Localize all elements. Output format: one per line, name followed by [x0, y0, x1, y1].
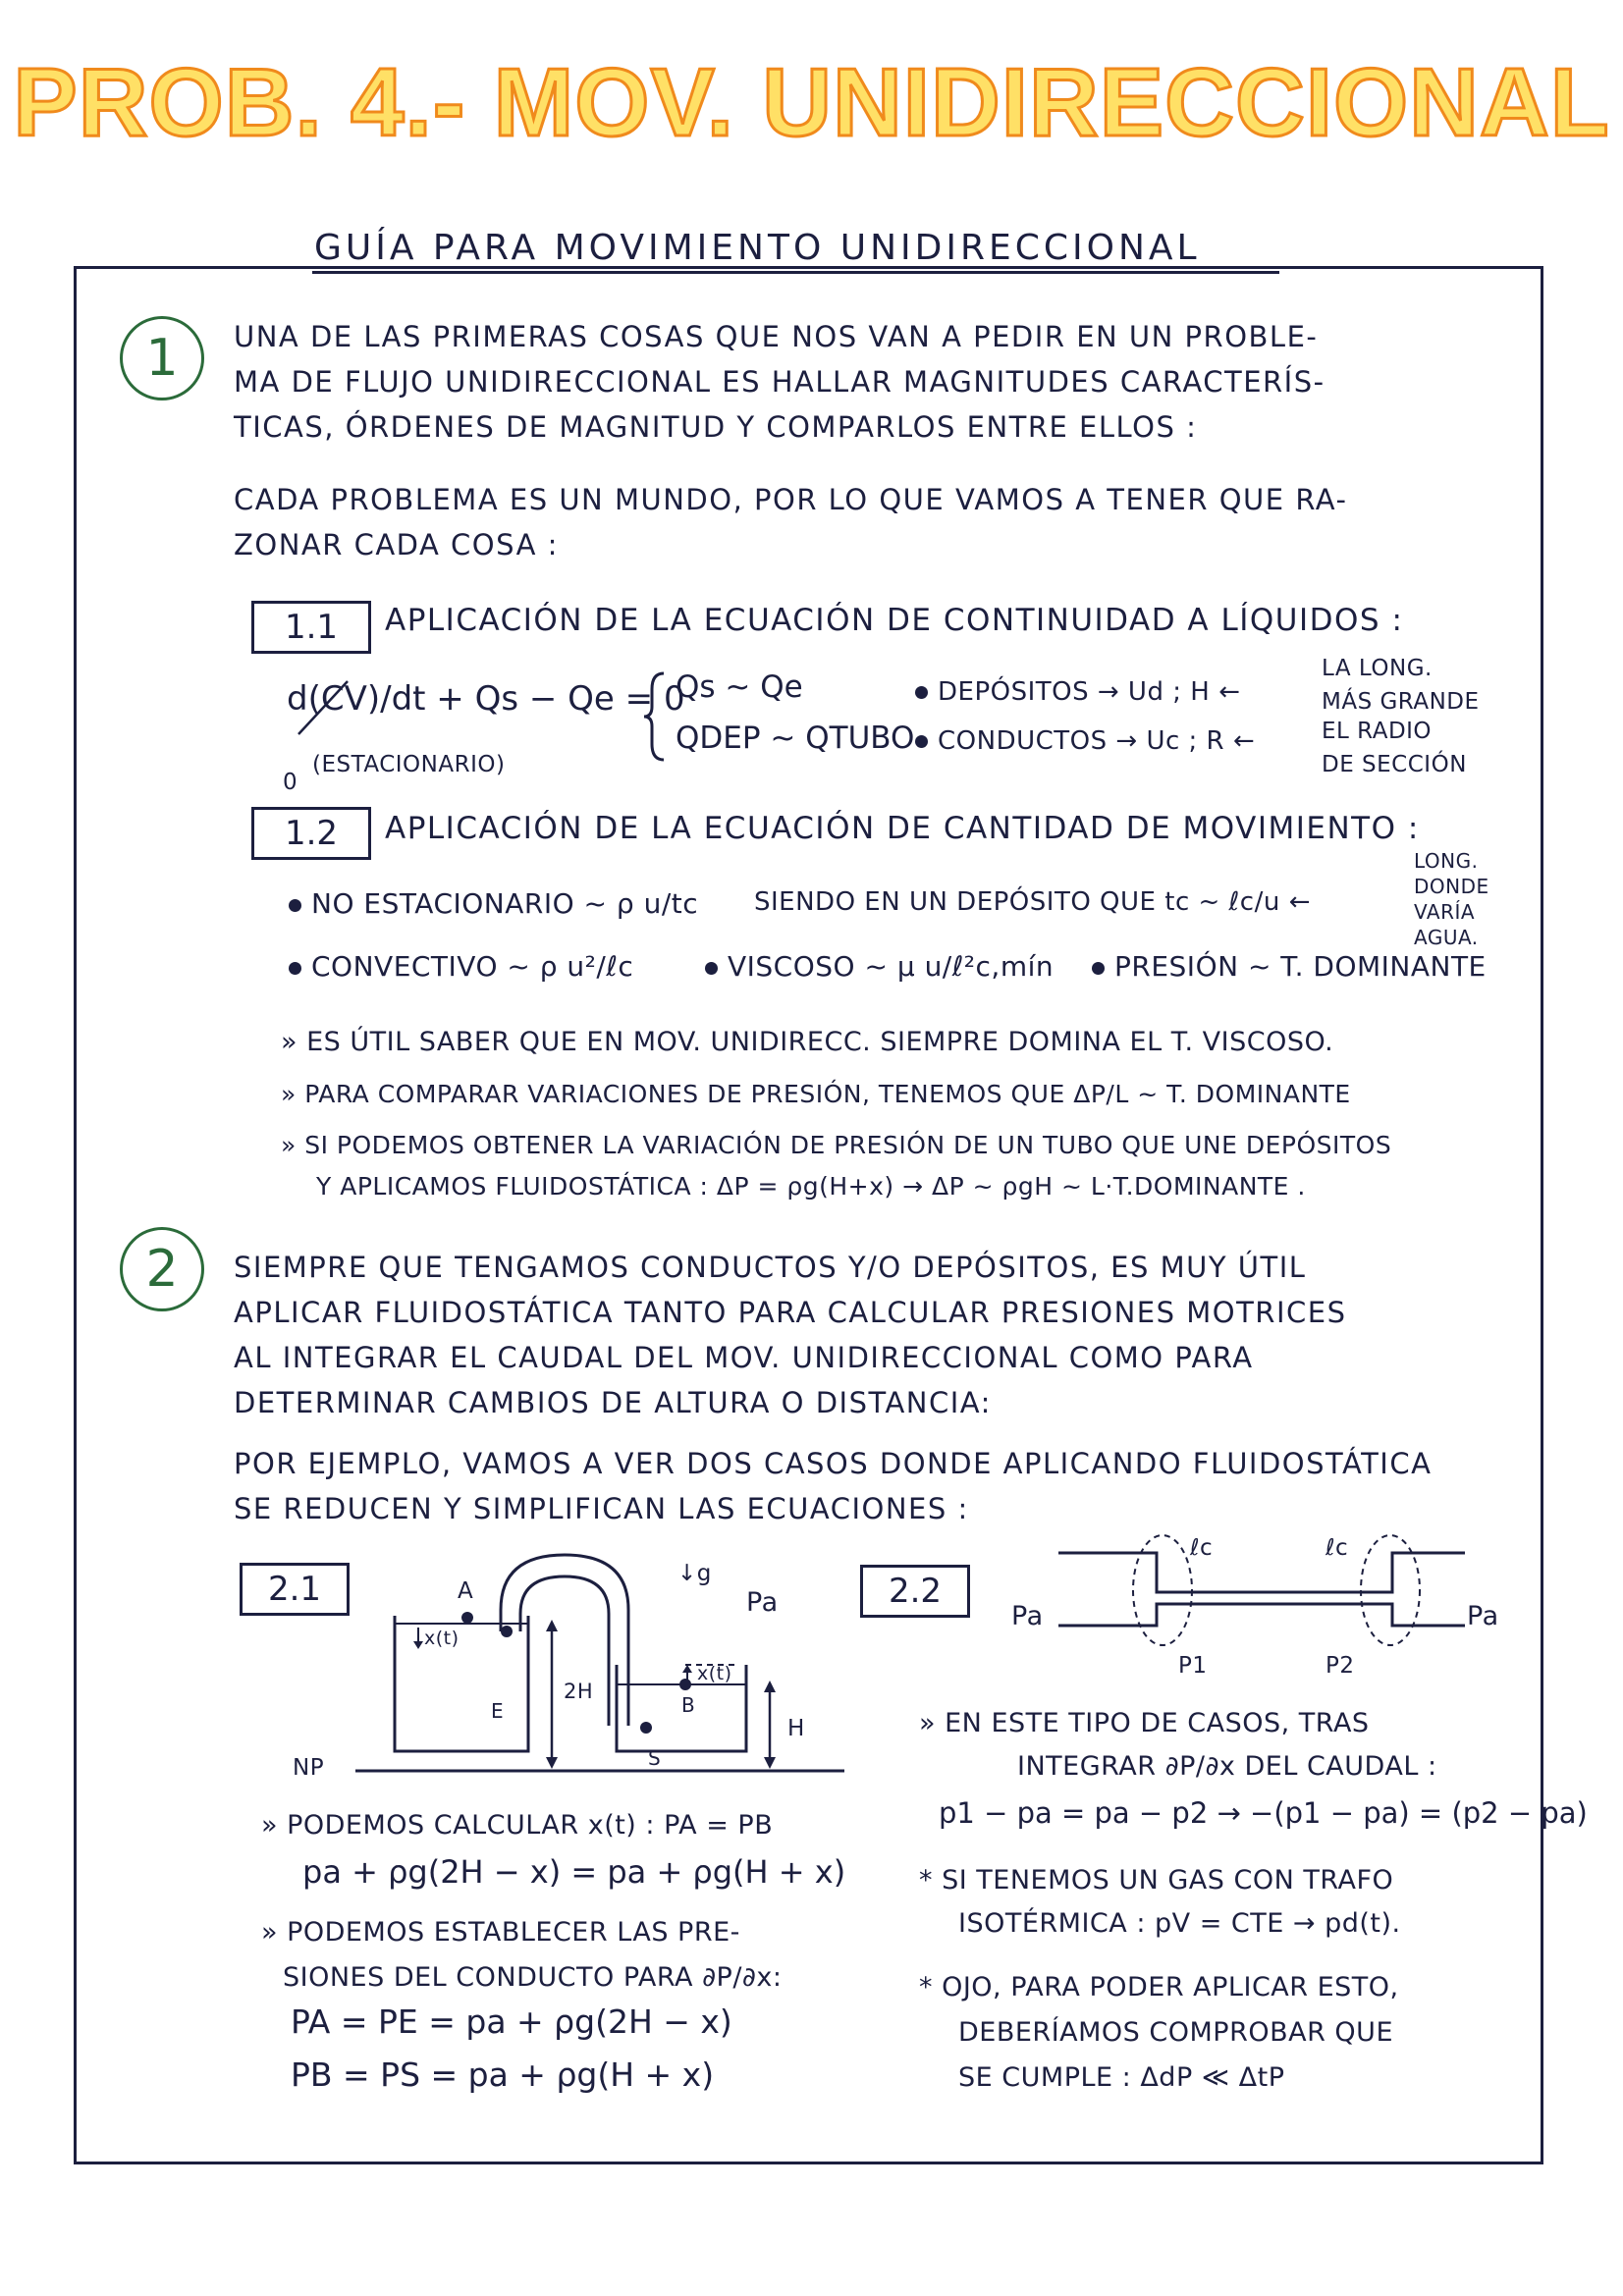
- text-line: TICAS, ÓRDENES DE MAGNITUD Y COMPARLOS ENTRE ELLOS :: [234, 410, 1198, 444]
- note-line: DE SECCIÓN: [1322, 752, 1467, 777]
- pa-right-label: Pa: [1467, 1601, 1499, 1631]
- presion-text: PRESIÓN ~ T. DOMINANTE: [1114, 950, 1487, 983]
- section2-intro: [234, 1245, 1530, 1425]
- note-line: * SI TENEMOS UN GAS CON TRAFO: [919, 1865, 1394, 1896]
- subsection-heading-1-1: APLICACIÓN DE LA ECUACIÓN DE CONTINUIDAD A LÍQUIDOS :: [385, 603, 1404, 638]
- note-line: EL RADIO: [1322, 719, 1433, 744]
- bullet-icon: [915, 686, 928, 699]
- brace-line-1: Qs ~ Qe: [676, 669, 803, 705]
- stationary-note: (ESTACIONARIO): [312, 752, 506, 777]
- lc-label-1: ℓc: [1190, 1535, 1214, 1561]
- brace-line-2: QDEP ~ QTUBO: [676, 721, 915, 756]
- subtitle: GUÍA PARA MOVIMIENTO UNIDIRECCIONAL: [314, 228, 1201, 268]
- h-label: H: [787, 1716, 805, 1741]
- note-line: » PODEMOS ESTABLECER LAS PRE-: [261, 1917, 740, 1948]
- pipe-diagram: [1041, 1531, 1492, 1708]
- note-line: SE CUMPLE : ΔdP ≪ ΔtP: [958, 2062, 1285, 2093]
- p1-label: P1: [1178, 1653, 1208, 1679]
- subsection-label-1-1: 1.1: [251, 601, 371, 654]
- note-variacion: » SI PODEMOS OBTENER LA VARIACIÓN DE PRESIÓN DE UN TUBO QUE UNE DEPÓSITOS: [281, 1131, 1392, 1159]
- convectivo-text: CONVECTIVO ~ ρ u²/ℓc: [311, 950, 634, 983]
- note-line: INTEGRAR ∂P/∂x DEL CAUDAL :: [1017, 1751, 1437, 1782]
- note-line: LA LONG.: [1322, 656, 1433, 681]
- section-number-2: 2: [120, 1227, 204, 1311]
- ambient-pressure-label: Pa: [746, 1587, 779, 1618]
- depositos-text: DEPÓSITOS → Ud ; H ←: [938, 677, 1241, 707]
- depositos-item: [915, 677, 1240, 707]
- subsection-heading-1-2: APLICACIÓN DE LA ECUACIÓN DE CANTIDAD DE MOVIMIENTO :: [385, 811, 1420, 846]
- case21-note2: [261, 1910, 782, 2001]
- case22-note3: [919, 1965, 1399, 2101]
- note-line: SIONES DEL CONDUCTO PARA ∂P/∂x:: [283, 1962, 783, 1993]
- lc-label-2: ℓc: [1325, 1535, 1349, 1561]
- note-line: VARÍA: [1414, 900, 1476, 924]
- text-line: SE REDUCEN Y SIMPLIFICAN LAS ECUACIONES :: [234, 1492, 969, 1525]
- subsection-label-1-2: 1.2: [251, 807, 371, 860]
- note-line: MÁS GRANDE: [1322, 689, 1480, 715]
- section-number-1: 1: [120, 316, 204, 400]
- note-comparar: » PARA COMPARAR VARIACIONES DE PRESIÓN, TENEMOS QUE ΔP/L ~ T. DOMINANTE: [281, 1080, 1351, 1108]
- two-h-label: 2H: [564, 1680, 594, 1703]
- term-no-estacionario: [289, 887, 698, 920]
- tc-note: SIENDO EN UN DEPÓSITO QUE tc ~ ℓc/u ←: [754, 887, 1311, 917]
- text-line: AL INTEGRAR EL CAUDAL DEL MOV. UNIDIRECCIONAL COMO PARA: [234, 1341, 1254, 1374]
- section1-intro: [234, 314, 1530, 450]
- point-label-b: B: [681, 1693, 696, 1717]
- note-line: AGUA.: [1414, 926, 1479, 949]
- case-label-2-1: 2.1: [240, 1563, 350, 1616]
- term-viscoso: [705, 950, 1054, 983]
- siphon-diagram: [295, 1571, 903, 1796]
- note-viscoso: » ES ÚTIL SABER QUE EN MOV. UNIDIRECC. SIEMPRE DOMINA EL T. VISCOSO.: [281, 1027, 1334, 1057]
- text-line: UNA DE LAS PRIMERAS COSAS QUE NOS VAN A PEDIR EN UN PROBLE-: [234, 320, 1319, 353]
- note-fluidostatica: Y APLICAMOS FLUIDOSTÁTICA : ΔP = ρg(H+x) → ΔP ~ ρgH ~ L·T.DOMINANTE .: [316, 1172, 1306, 1201]
- note-line: LONG.: [1414, 849, 1479, 873]
- note-line: DEBERÍAMOS COMPROBAR QUE: [958, 2017, 1393, 2048]
- gravity-label: ↓g: [677, 1561, 712, 1586]
- continuity-equation: d(CV)/dt + Qs − Qe = 0: [287, 679, 685, 719]
- conductos-note: [1322, 715, 1467, 781]
- case21-eq3: PB = PS = pa + ρg(H + x): [291, 2056, 715, 2094]
- case21-note1: » PODEMOS CALCULAR x(t) : PA = PB: [261, 1810, 774, 1841]
- x-right-label: x(t): [697, 1663, 732, 1684]
- x-left-label: x(t): [424, 1628, 460, 1649]
- bullet-icon: [289, 899, 301, 912]
- point-label-e: E: [491, 1699, 505, 1723]
- section2-example: [234, 1441, 1549, 1531]
- case22-note1: [919, 1702, 1437, 1789]
- note-line: * OJO, PARA PODER APLICAR ESTO,: [919, 1972, 1399, 2002]
- case21-eq2: PA = PE = pa + ρg(2H − x): [291, 2002, 732, 2041]
- no-estacionario-text: NO ESTACIONARIO ~ ρ u/tc: [311, 887, 699, 920]
- section1-note: [234, 477, 1530, 567]
- text-line: DETERMINAR CAMBIOS DE ALTURA O DISTANCIA:: [234, 1386, 992, 1419]
- text-line: MA DE FLUJO UNIDIRECCIONAL ES HALLAR MAGNITUDES CARACTERÍS-: [234, 365, 1325, 399]
- note-line: ISOTÉRMICA : pV = CTE → pd(t).: [958, 1908, 1401, 1939]
- term-presion: [1092, 950, 1487, 983]
- viscoso-text: VISCOSO ~ μ u/ℓ²c,mín: [728, 950, 1055, 983]
- p2-label: P2: [1325, 1653, 1355, 1679]
- depositos-note: [1322, 652, 1480, 719]
- conductos-text: CONDUCTOS → Uc ; R ←: [938, 726, 1256, 756]
- note-line: DONDE: [1414, 875, 1489, 898]
- page-title: PROB. 4.- MOV. UNIDIRECCIONAL: [13, 48, 1610, 156]
- text-line: POR EJEMPLO, VAMOS A VER DOS CASOS DONDE APLICANDO FLUIDOSTÁTICA: [234, 1447, 1433, 1480]
- strike-through-icon: [285, 673, 363, 752]
- text-line: ZONAR CADA COSA :: [234, 528, 559, 561]
- pa-left-label: Pa: [1011, 1601, 1044, 1631]
- note-line: » EN ESTE TIPO DE CASOS, TRAS: [919, 1708, 1370, 1738]
- np-label: NP: [293, 1755, 325, 1781]
- curly-brace-icon: [640, 669, 670, 764]
- point-label-a: A: [458, 1578, 474, 1604]
- point-label-s: S: [648, 1746, 662, 1770]
- tc-side-note: [1414, 848, 1489, 950]
- case22-note2: [919, 1859, 1401, 1946]
- term-convectivo: [289, 950, 633, 983]
- bullet-icon: [289, 962, 301, 975]
- text-line: APLICAR FLUIDOSTÁTICA TANTO PARA CALCULAR PRESIONES MOTRICES: [234, 1296, 1347, 1329]
- conductos-item: [915, 726, 1255, 756]
- text-line: CADA PROBLEMA ES UN MUNDO, POR LO QUE VAMOS A TENER QUE RA-: [234, 483, 1348, 516]
- bullet-icon: [705, 962, 718, 975]
- bullet-icon: [915, 735, 928, 748]
- text-line: SIEMPRE QUE TENGAMOS CONDUCTOS Y/O DEPÓSITOS, ES MUY ÚTIL: [234, 1251, 1307, 1284]
- bullet-icon: [1092, 962, 1105, 975]
- case-label-2-2: 2.2: [860, 1565, 970, 1618]
- zero-mark: 0: [283, 770, 298, 795]
- case21-eq1: pa + ρg(2H − x) = pa + ρg(H + x): [302, 1853, 846, 1891]
- case22-eq1: p1 − pa = pa − p2 → −(p1 − pa) = (p2 − pa): [939, 1796, 1588, 1830]
